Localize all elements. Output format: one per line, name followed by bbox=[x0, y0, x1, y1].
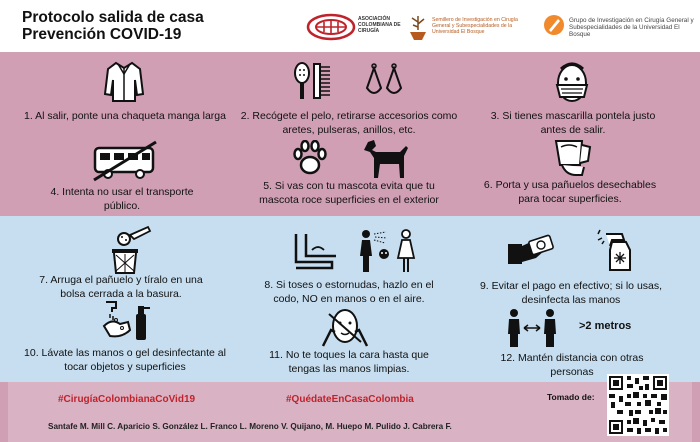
title-line-2: Prevención COVID-19 bbox=[22, 26, 182, 43]
qr-code-icon bbox=[607, 374, 669, 436]
hashtag-cirugia: #CirugíaColombianaCoVid19 bbox=[58, 394, 196, 405]
sneeze-people-icon bbox=[358, 228, 416, 274]
orange-pen-circle-icon bbox=[543, 14, 565, 36]
face-mask-icon bbox=[552, 61, 592, 105]
header bbox=[0, 0, 700, 52]
cough-elbow-icon bbox=[292, 232, 346, 272]
semillero-logo-text: Semillero de Investigación en Cirugía General y Subespecialidades de la Universidad El Bosque bbox=[432, 17, 518, 35]
grupo-investigacion-logo bbox=[543, 14, 699, 44]
pink-band-bottom bbox=[0, 382, 700, 442]
paw-print-icon bbox=[292, 140, 328, 176]
tissue-trash-can-icon bbox=[108, 223, 160, 275]
item-5-caption: 5. Si vas con tu mascota evita que tu mascota roce superficies en el exterior bbox=[259, 180, 439, 206]
disinfectant-spray-icon bbox=[596, 228, 634, 272]
item-2-caption: 2. Recógete el pelo, retirarse accesorios como aretes, pulseras, anillos, etc. bbox=[240, 110, 458, 136]
item-9-caption: 9. Evitar el pago en efectivo; si lo usas, desinfecta las manos bbox=[479, 280, 663, 306]
dog-icon bbox=[360, 138, 412, 180]
hashtag-quedate: #QuédateEnCasaColombia bbox=[286, 394, 414, 405]
hand-washing-icon bbox=[102, 300, 152, 342]
hair-brush-icon bbox=[292, 61, 334, 101]
item-10-caption: 10. Lávate las manos o gel desinfectante al tocar objetos y superficies bbox=[24, 347, 226, 373]
asociacion-cirugia-logo bbox=[306, 12, 402, 44]
semillero-logo bbox=[408, 14, 532, 44]
authors-line: Santafe M. Mill C. Aparicio S. González L. Franco L. Moreno V. Quijano, M. Huepo M. Pulido J. Cabrera F. bbox=[48, 422, 452, 431]
item-6-caption: 6. Porta y usa pañuelos desechables para tocar superficies. bbox=[483, 179, 657, 205]
acc-emblem-icon bbox=[306, 12, 356, 42]
qr-code[interactable] bbox=[607, 374, 669, 436]
item-12-caption: 12. Mantén distancia con otras personas bbox=[500, 352, 644, 378]
item-11-caption: 11. No te toques la cara hasta que tengas las manos limpias. bbox=[269, 349, 429, 375]
bus-crossed-icon bbox=[90, 140, 160, 182]
item-3-caption: 3. Si tienes mascarilla pontela justo antes de salir. bbox=[490, 110, 656, 136]
acc-logo-text: ASOCIACIÓN COLOMBIANA DE CIRUGÍA bbox=[358, 16, 401, 34]
grupo-logo-text: Grupo de Investigación en Cirugía General y Subespecialidades de la Universidad El Bosque bbox=[569, 17, 694, 38]
item-4-caption: 4. Intenta no usar el transporte público. bbox=[50, 186, 194, 212]
tree-icon bbox=[408, 14, 428, 42]
social-distance-icon bbox=[506, 308, 558, 348]
footer-panel bbox=[8, 382, 692, 442]
page-title bbox=[22, 9, 204, 43]
item-7-caption: 7. Arruga el pañuelo y tíralo en una bolsa cerrada a la basura. bbox=[39, 274, 203, 300]
tissue-hand-icon bbox=[552, 135, 594, 179]
face-touch-icon bbox=[321, 306, 369, 348]
jacket-icon bbox=[104, 60, 144, 104]
earrings-icon bbox=[362, 62, 406, 100]
source-label: Tomado de: bbox=[547, 392, 595, 402]
item-8-caption: 8. Si toses o estornudas, hazlo en el codo, NO en manos o en el aire. bbox=[264, 279, 434, 305]
title-line-1: Protocolo salida de casa bbox=[22, 9, 204, 26]
distance-label: >2 metros bbox=[579, 320, 632, 332]
item-1-caption: 1. Al salir, ponte una chaqueta manga larga bbox=[24, 110, 226, 122]
cash-payment-icon bbox=[506, 232, 558, 268]
